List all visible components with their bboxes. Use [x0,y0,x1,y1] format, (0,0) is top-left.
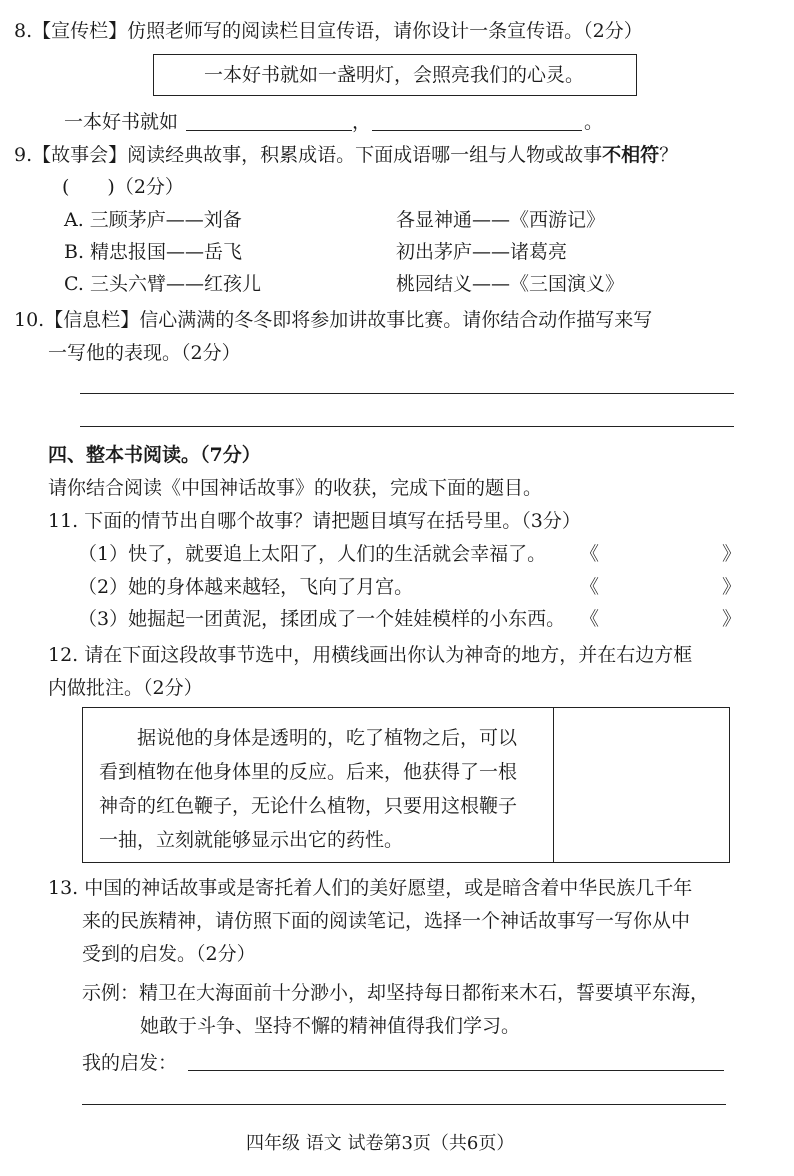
q11-item-2: （2）她的身体越来越轻，飞向了月宫。 [78,576,414,598]
q8-example-text: 一本好书就如一盏明灯，会照亮我们的心灵。 [204,64,585,86]
q11-item-1: （1）快了，就要追上太阳了，人们的生活就会幸福了。 [78,543,547,565]
q12-passage-line-2: 看到植物在他身体里的反应。后来，他获得了一根 [99,761,518,783]
q12-passage-table [82,707,730,863]
q12-passage-line-1: 据说他的身体是透明的，吃了植物之后，可以 [99,727,518,749]
q9-answer-bracket[interactable]: ( )（2分） [62,176,184,198]
q12-annotation-box[interactable] [555,708,729,862]
q10-prompt-line2: 一写他的表现。（2分） [48,342,241,364]
q8-fill-prefix: 一本好书就如 [64,111,179,133]
section4-intro: 请你结合阅读《中国神话故事》的收获，完成下面的题目。 [48,477,543,499]
q8-blank-2[interactable] [372,130,582,131]
q9-prompt-pre: 9.【故事会】阅读经典故事，积累成语。下面成语哪一组与人物或故事 [14,144,603,166]
q13-answer-line-2[interactable] [82,1104,726,1105]
q9-option-a-right: 各显神通——《西游记》 [396,209,606,231]
q8-blank-1[interactable] [186,130,352,131]
q12-divider [553,708,554,862]
q9-prompt-post: ？ [659,144,679,166]
q13-answer-line-1[interactable] [188,1070,724,1071]
q9-option-b-right: 初出茅庐——诸葛亮 [396,241,568,263]
q13-prompt-line1: 13. 中国的神话故事或是寄托着人们的美好愿望，或是暗含着中华民族几千年 [48,877,693,899]
section4-title: 四、整本书阅读。（7分） [48,444,261,466]
q9-option-a-left: A. 三顾茅庐——刘备 [64,209,242,231]
q10-answer-line-1[interactable] [80,393,734,394]
q12-prompt-line2: 内做批注。（2分） [48,677,203,699]
q8-prompt: 8.【宣传栏】仿照老师写的阅读栏目宣传语，请你设计一条宣传语。（2分） [14,20,643,42]
q9-option-c-right: 桃园结义——《三国演义》 [396,273,625,295]
q11-item-3: （3）她掘起一团黄泥，揉团成了一个娃娃模样的小东西。 [78,608,566,630]
q11-item-3-close: 》 [722,608,742,630]
q9-option-b-left: B. 精忠报国——岳飞 [64,241,243,263]
q11-item-1-close: 》 [722,543,742,565]
q9-prompt-emphasis: 不相符 [602,144,660,166]
q13-my-label: 我的启发： [82,1052,178,1074]
q8-fill-comma: ， [352,111,372,133]
q9-option-c-left: C. 三头六臂——红孩儿 [64,273,261,295]
q10-answer-line-2[interactable] [80,426,734,427]
q12-passage-line-4: 一抽，立刻就能够显示出它的药性。 [99,829,404,851]
q8-example-box [153,54,637,96]
q10-prompt-line1: 10.【信息栏】信心满满的冬冬即将参加讲故事比赛。请你结合动作描写来写 [14,309,653,331]
q13-example-line2: 她敢于斗争、坚持不懈的精神值得我们学习。 [140,1015,521,1037]
q11-item-1-open: 《 [580,543,600,565]
q11-prompt: 11. 下面的情节出自哪个故事？请把题目填写在括号里。（3分） [48,510,581,532]
q13-prompt-line2: 来的民族精神，请仿照下面的阅读笔记，选择一个神话故事写一写你从中 [82,910,691,932]
q9-prompt [14,141,678,169]
q11-item-3-open: 《 [580,608,600,630]
q12-prompt-line1: 12. 请在下面这段故事节选中，用横线画出你认为神奇的地方，并在右边方框 [48,644,693,666]
q13-example-line1: 示例：精卫在大海面前十分渺小，却坚持每日都衔来木石，誓要填平东海， [82,982,710,1004]
q11-item-2-open: 《 [580,576,600,598]
q11-item-2-close: 》 [722,576,742,598]
q8-fill-end: 。 [584,111,604,133]
page-footer: 四年级 语文 试卷第3页（共6页） [246,1133,515,1154]
q13-prompt-line3: 受到的启发。（2分） [82,943,256,965]
q12-passage-line-3: 神奇的红色鞭子，无论什么植物，只要用这根鞭子 [99,795,518,817]
